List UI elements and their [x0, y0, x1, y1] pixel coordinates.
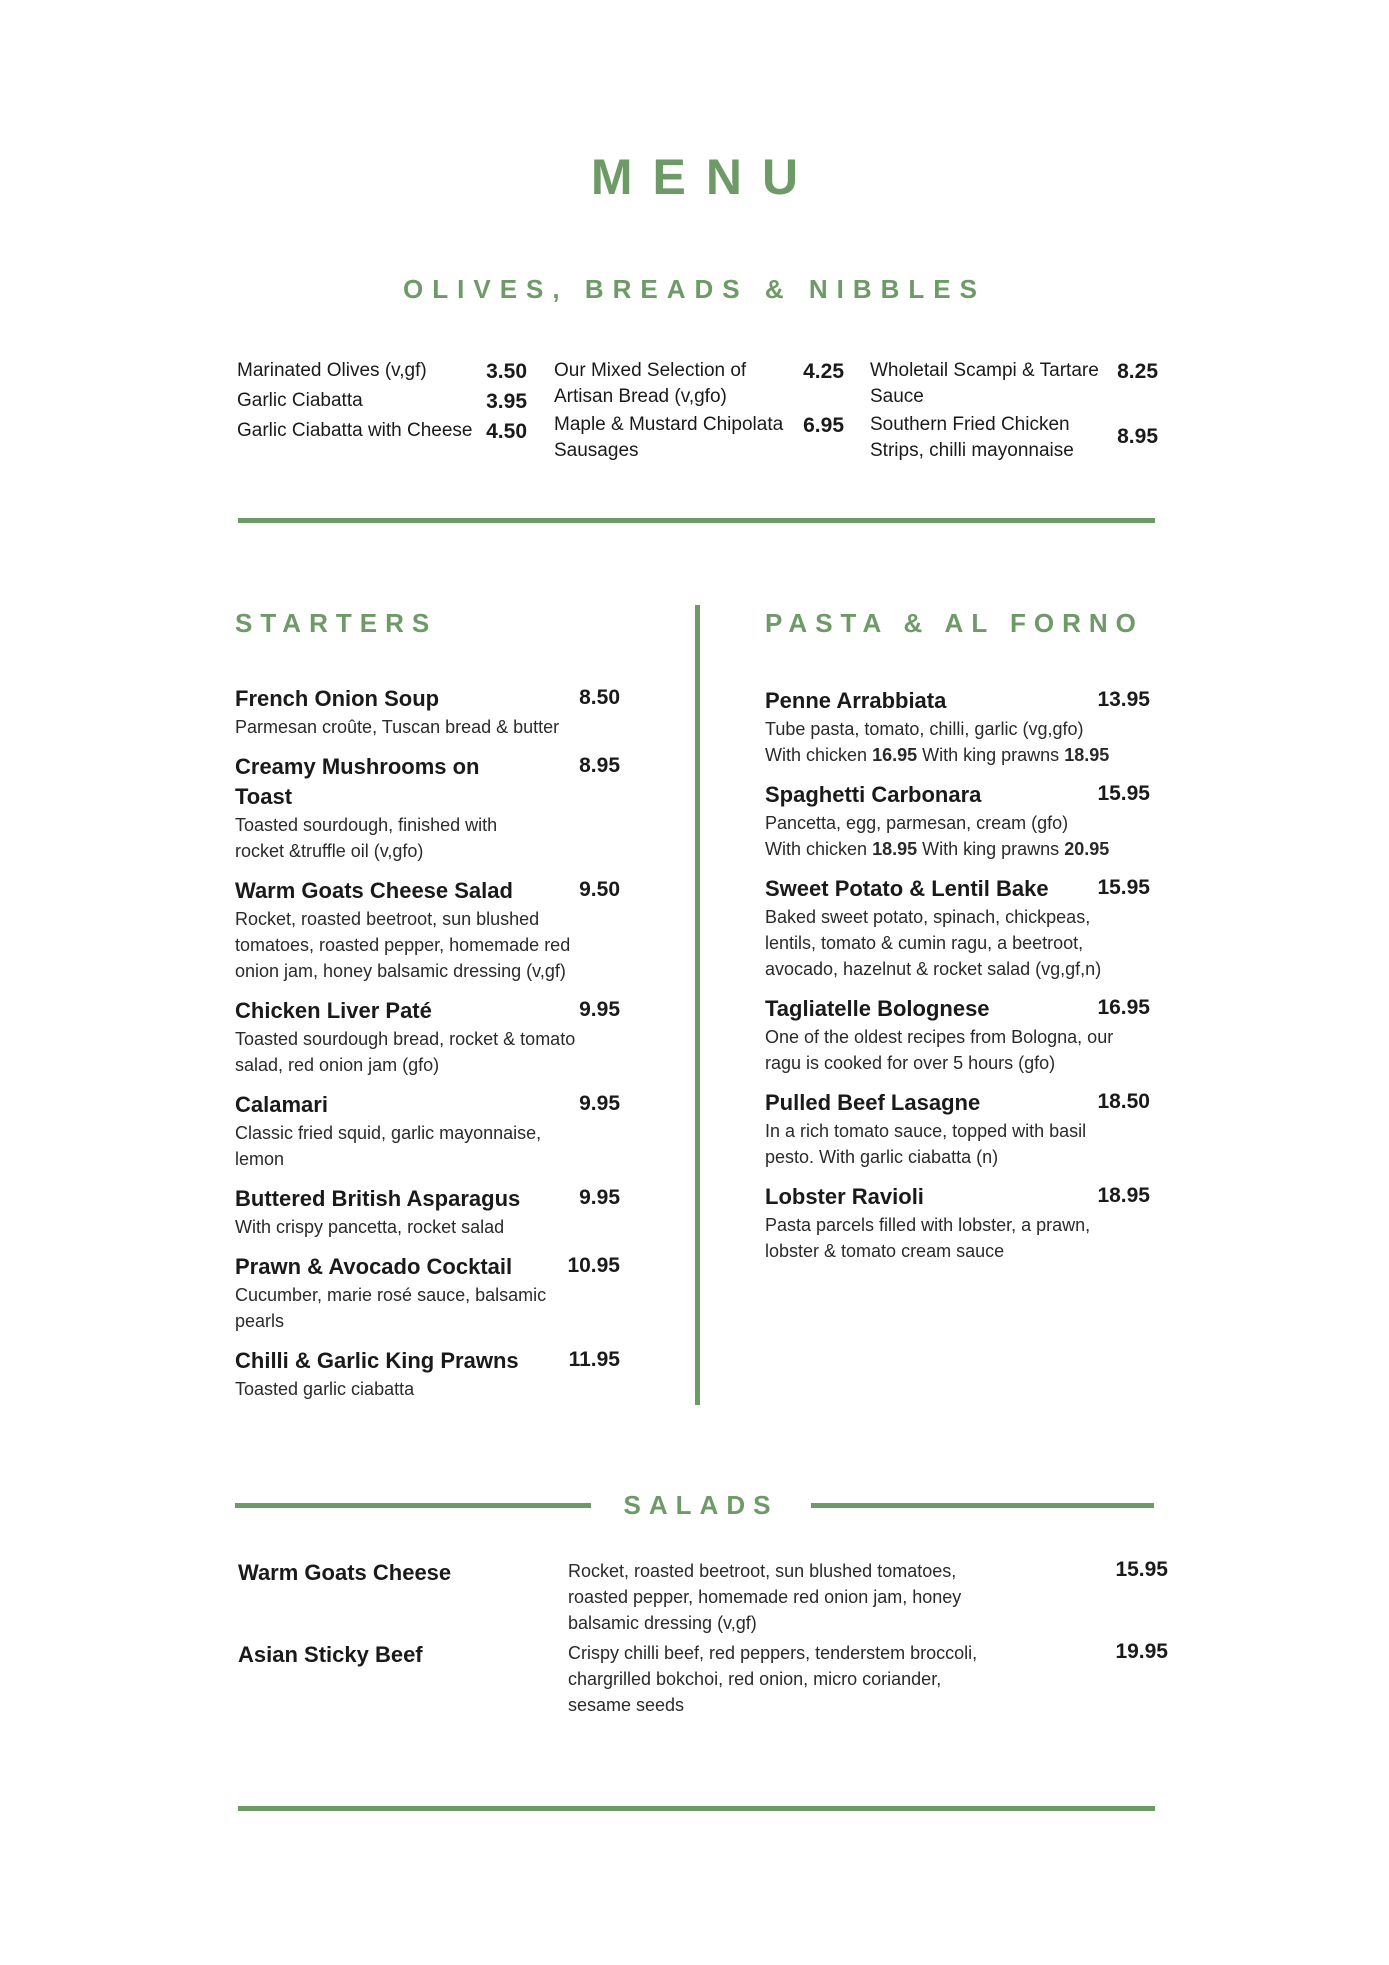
- item-name: Calamari: [235, 1092, 328, 1117]
- item-price: 18.95: [1097, 1184, 1150, 1207]
- divider: [811, 1503, 1154, 1508]
- item-price: 9.95: [579, 998, 620, 1021]
- list-item: [765, 1088, 1150, 1170]
- extra-label: With chicken: [765, 745, 868, 765]
- item-price: 9.95: [579, 1092, 620, 1115]
- extra-label: With king prawns: [922, 745, 1060, 765]
- list-item: [235, 752, 620, 864]
- item-description: Cucumber, marie rosé sauce, balsamic pearls: [235, 1285, 547, 1331]
- divider: [238, 518, 1155, 523]
- nibbles-column-3: [870, 358, 1158, 466]
- item-name: Chilli & Garlic King Prawns: [235, 1348, 519, 1373]
- item-description: With crispy pancetta, rocket salad: [235, 1217, 505, 1237]
- item-name: Penne Arrabbiata: [765, 688, 947, 713]
- list-item: [870, 412, 1158, 466]
- item-name-line2: Sauce: [870, 386, 924, 407]
- starters-heading: STARTERS: [235, 608, 438, 638]
- item-name: Asian Sticky Beef: [238, 1642, 423, 1667]
- item-price: 8.95: [579, 754, 620, 777]
- item-name: Spaghetti Carbonara: [765, 782, 982, 807]
- item-note: (v,gfo): [674, 386, 727, 407]
- item-name: Pulled Beef Lasagne: [765, 1090, 981, 1115]
- nibbles-heading: OLIVES, BREADS & NIBBLES: [403, 274, 986, 304]
- item-extras: [765, 742, 1150, 768]
- divider: [235, 1503, 591, 1508]
- item-name: Garlic Ciabatta with Cheese: [237, 420, 473, 441]
- item-description: Baked sweet potato, spinach, chickpeas, lentils, tomato & cumin ragu, a beetroot, avocado, hazelnut & rocket salad (vg,gf,n): [765, 907, 1102, 979]
- item-description: Parmesan croûte, Tuscan bread & butter: [235, 717, 560, 737]
- nibbles-column-1: [237, 358, 527, 448]
- salads-heading: SALADS: [623, 1490, 779, 1520]
- extra-price: 20.95: [1064, 839, 1110, 859]
- item-description: Rocket, roasted beetroot, sun blushed tomatoes, roasted pepper, homemade red onion jam, honey balsamic dressing (v,gf): [568, 1561, 962, 1633]
- list-item: [765, 686, 1150, 768]
- item-description: Rocket, roasted beetroot, sun blushed tomatoes, roasted pepper, homemade red onion jam, honey balsamic dressing (v,gf): [235, 909, 571, 981]
- item-name: Warm Goats Cheese: [238, 1560, 452, 1585]
- item-name-line1: Maple & Mustard Chipolata: [554, 414, 784, 435]
- list-item: [235, 1090, 620, 1172]
- list-item: [235, 996, 620, 1078]
- item-price: 15.95: [1097, 876, 1150, 899]
- list-item: [765, 1182, 1150, 1264]
- item-price: 15.95: [1115, 1558, 1168, 1581]
- salads-list: [238, 1558, 1168, 1722]
- list-item: [235, 1252, 620, 1334]
- item-name: Tagliatelle Bolognese: [765, 996, 990, 1021]
- item-note: (v,gf): [384, 360, 427, 381]
- item-price: 6.95: [803, 414, 844, 437]
- item-price: 8.50: [579, 686, 620, 709]
- item-name: Marinated Olives: [237, 360, 380, 381]
- item-price: 8.25: [1117, 360, 1158, 383]
- list-item: [235, 684, 620, 740]
- extra-price: 18.95: [1064, 745, 1110, 765]
- divider: [238, 1806, 1155, 1811]
- list-item: [238, 1640, 1168, 1722]
- item-name: Chicken Liver Paté: [235, 998, 432, 1023]
- item-price: 15.95: [1097, 782, 1150, 805]
- item-price: 4.50: [486, 420, 527, 443]
- item-name-line1: Wholetail Scampi & Tartare: [870, 360, 1099, 381]
- item-description: Pasta parcels filled with lobster, a prawn, lobster & tomato cream sauce: [765, 1215, 1091, 1261]
- extra-label: With chicken: [765, 839, 868, 859]
- item-extras: [765, 836, 1150, 862]
- list-item: [237, 418, 527, 448]
- item-description: Classic fried squid, garlic mayonnaise, lemon: [235, 1123, 542, 1169]
- item-price: 16.95: [1097, 996, 1150, 1019]
- item-price: 9.50: [579, 878, 620, 901]
- item-description: In a rich tomato sauce, topped with basil pesto. With garlic ciabatta (n): [765, 1121, 1087, 1167]
- item-name: Warm Goats Cheese Salad: [235, 878, 513, 903]
- list-item: [554, 412, 844, 466]
- item-name: Garlic Ciabatta: [237, 390, 363, 411]
- list-item: [235, 1184, 620, 1240]
- item-description: Toasted sourdough, finished with rocket &truffle oil (v,gfo): [235, 815, 498, 861]
- item-name: Buttered British Asparagus: [235, 1186, 521, 1211]
- starters-list: [235, 684, 620, 1414]
- item-name: Prawn & Avocado Cocktail: [235, 1254, 513, 1279]
- item-price: 8.95: [1117, 425, 1158, 448]
- item-price: 3.50: [486, 360, 527, 383]
- item-name: Lobster Ravioli: [765, 1184, 924, 1209]
- list-item: [235, 876, 620, 984]
- extra-label: With king prawns: [922, 839, 1060, 859]
- item-price: 9.95: [579, 1186, 620, 1209]
- page-title: MENU: [590, 149, 819, 205]
- item-description: Toasted garlic ciabatta: [235, 1379, 415, 1399]
- pasta-heading: PASTA & AL FORNO: [765, 608, 1144, 638]
- item-name-line2: Strips, chilli mayonnaise: [870, 440, 1074, 461]
- item-name-line1: Southern Fried Chicken: [870, 414, 1070, 435]
- item-price: 4.25: [803, 360, 844, 383]
- item-price: 10.95: [567, 1254, 620, 1277]
- extra-price: 18.95: [872, 839, 918, 859]
- item-price: 13.95: [1097, 688, 1150, 711]
- list-item: [237, 358, 527, 388]
- item-description: Pancetta, egg, parmesan, cream (gfo): [765, 813, 1069, 833]
- item-description: Toasted sourdough bread, rocket & tomato salad, red onion jam (gfo): [235, 1029, 576, 1075]
- item-description: Crispy chilli beef, red peppers, tenderstem broccoli, chargrilled bokchoi, red onion, micro coriander, sesame seeds: [568, 1643, 978, 1715]
- item-name-line2: Artisan Bread: [554, 386, 670, 407]
- item-price: 11.95: [568, 1348, 620, 1371]
- list-item: [870, 358, 1158, 412]
- list-item: [765, 780, 1150, 862]
- list-item: [235, 1346, 620, 1402]
- item-price: 3.95: [486, 390, 527, 413]
- column-divider: [695, 605, 700, 1405]
- item-name-line2: Sausages: [554, 440, 639, 461]
- list-item: [554, 358, 844, 412]
- item-price: 19.95: [1115, 1640, 1168, 1663]
- extra-price: 16.95: [872, 745, 918, 765]
- item-price: 18.50: [1097, 1090, 1150, 1113]
- item-name-line1: Our Mixed Selection of: [554, 360, 747, 381]
- item-name: Sweet Potato & Lentil Bake: [765, 876, 1049, 901]
- item-name: French Onion Soup: [235, 686, 440, 711]
- list-item: [237, 388, 527, 418]
- pasta-list: [765, 686, 1150, 1276]
- list-item: [765, 994, 1150, 1076]
- list-item: [238, 1558, 1168, 1640]
- item-name: Creamy Mushrooms on Toast: [235, 754, 480, 809]
- nibbles-column-2: [554, 358, 844, 466]
- item-description: Tube pasta, tomato, chilli, garlic (vg,gfo): [765, 719, 1084, 739]
- item-description: One of the oldest recipes from Bologna, our ragu is cooked for over 5 hours (gfo): [765, 1027, 1114, 1073]
- list-item: [765, 874, 1150, 982]
